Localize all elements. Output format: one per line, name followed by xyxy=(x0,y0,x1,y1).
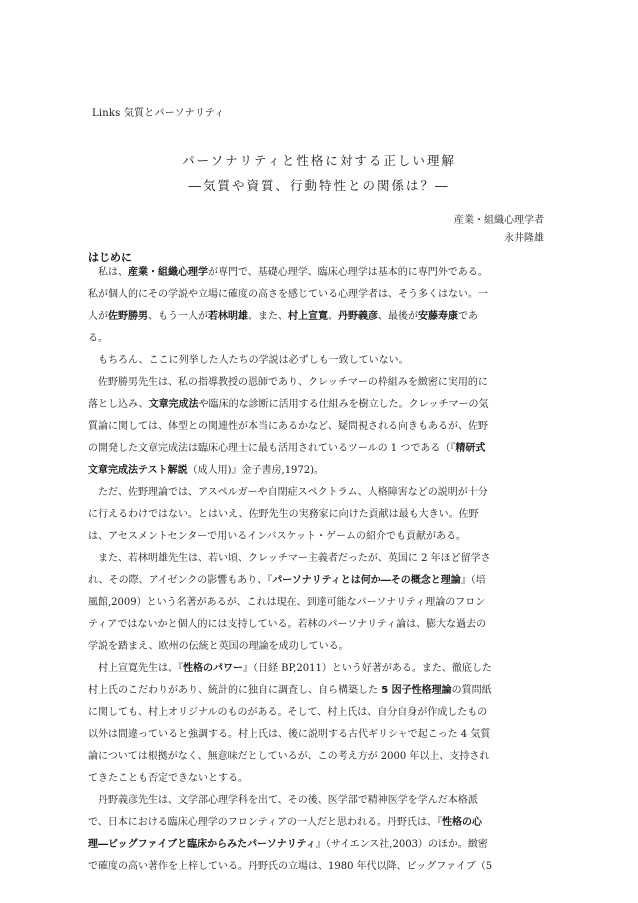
text-run: 、最後が xyxy=(378,311,418,322)
section-heading: はじめに xyxy=(88,251,132,264)
bold-term: 精研式 xyxy=(455,443,486,454)
text-run: 学説を踏まえ、欧州の伝統と英国の理論を成功している。 xyxy=(88,641,349,652)
text-run: てきたことも否定できないとする。 xyxy=(88,773,248,784)
text-run: 』（日経 BP,2011）という好著がある。また、徹底した xyxy=(243,663,492,674)
text-run: 人が xyxy=(88,311,108,322)
bold-term: パーソナリティとは何か―その概念と理論 xyxy=(272,575,461,586)
text-line xyxy=(88,438,548,460)
text-run: 、もう一人が xyxy=(148,311,208,322)
text-run: れ、その際、アイゼンクの影響もあり、『 xyxy=(88,575,273,586)
text-run: 』（サイエンス社,2003）のほか。緻密 xyxy=(315,839,488,850)
bold-term: 若林明雄 xyxy=(208,311,248,322)
text-run: 、また、 xyxy=(248,311,288,322)
text-line xyxy=(88,680,548,702)
text-run: に関しても、村上オリジナルのものがある。そして、村上氏は、自分自身が作成したもの xyxy=(88,707,488,718)
text-line xyxy=(88,504,548,526)
text-run: 論については根拠がなく、無意味だとしているが、この考え方が 2000 年以上、支持され xyxy=(88,751,490,762)
text-line xyxy=(88,636,548,658)
text-run: の開発した文章完成法は臨床心理士に最も活用されているツールの 1 つである（『 xyxy=(88,443,456,454)
text-line xyxy=(88,482,548,504)
body-text xyxy=(88,262,548,878)
article-title: パーソナリティと性格に対する正しい理解 xyxy=(182,153,456,168)
text-run: もちろん、ここに列挙した人たちの学説は必ずしも一致していない。 xyxy=(98,355,409,366)
text-line xyxy=(88,394,548,416)
text-run: 村上氏のこだわりがあり、統計的に独自に調査し、自ら構築した xyxy=(88,685,382,696)
text-run: 私が個人的にその学説や立場に確度の高さを感じている心理学者は、そう多くはない。一 xyxy=(88,289,488,300)
text-run: 』（培 xyxy=(460,575,486,586)
text-line xyxy=(88,350,548,372)
text-run: で、日本における臨床心理学のフロンティアの一人だと思われる。丹野氏は、『 xyxy=(88,817,442,828)
text-line xyxy=(88,548,548,570)
bold-term: 村上宣寛 xyxy=(288,311,328,322)
bold-term: 丹野義彦 xyxy=(338,311,378,322)
text-line xyxy=(88,570,548,592)
text-run: が専門で、基礎心理学、臨床心理学は基本的に専門外である。 xyxy=(208,267,488,278)
bold-term: 性格のパワー xyxy=(183,663,243,674)
text-line xyxy=(88,768,548,790)
text-run: であ xyxy=(458,311,478,322)
text-line xyxy=(88,460,548,482)
text-line xyxy=(88,702,548,724)
text-line xyxy=(88,790,548,812)
text-line xyxy=(88,372,548,394)
text-run: 風館,2009）という名著があるが、これは現在、到達可能なパーソナリティ理論のフロン xyxy=(88,597,486,608)
text-line xyxy=(88,592,548,614)
text-line xyxy=(88,614,548,636)
text-line xyxy=(88,262,548,284)
text-line xyxy=(88,746,548,768)
bold-term: 安藤寿康 xyxy=(418,311,458,322)
text-line xyxy=(88,306,548,328)
text-run: 私は、 xyxy=(98,267,128,278)
bold-term: 性格の心 xyxy=(442,817,482,828)
article-subtitle: ―気質や資質、行動特性との関係は？― xyxy=(188,178,450,193)
text-run: 落とし込み、 xyxy=(88,399,149,410)
bold-term: 理―ビッグファイブと臨床からみたパーソナリティ xyxy=(88,839,316,850)
text-run: 佐野勝男先生は、私の指導教授の恩師であり、クレッチマーの枠組みを緻密に実用的に xyxy=(98,377,488,388)
bold-term: 文章完成法テスト解説 xyxy=(88,465,188,476)
text-run: また、若林明雄先生は、若い頃、クレッチマー主義者だったが、英国に 2 年ほど留学さ xyxy=(98,553,491,564)
text-line xyxy=(88,658,548,680)
text-run: 質論に関しては、体型との関連性が本当にあるかなど、疑問視される向きもあるが、佐野 xyxy=(88,421,488,432)
text-run: で確度の高い著作を上梓している。丹野氏の立場は、1980 年代以降、ビッグファイブ（5 xyxy=(88,861,493,872)
text-line xyxy=(88,834,548,856)
text-run: 、 xyxy=(328,311,338,322)
bold-term: 佐野勝男 xyxy=(108,311,148,322)
text-run: の質問紙 xyxy=(451,685,492,696)
text-line xyxy=(88,526,548,548)
text-run: 以外は間違っていると強調する。村上氏は、後に説明する古代ギリシャで起こった 4 気質 xyxy=(88,729,491,740)
text-line xyxy=(88,856,548,878)
text-run: ただ、佐野理論では、アスペルガーや自閉症スペクトラム、人格障害などの説明が十分 xyxy=(98,487,488,498)
text-line xyxy=(88,724,548,746)
bold-term: 文章完成法 xyxy=(148,399,199,410)
running-header: Links 気質とパーソナリティ xyxy=(92,108,225,119)
text-line xyxy=(88,284,548,306)
text-run: （成人用)』金子書房,1972)。 xyxy=(187,465,325,476)
text-run: 村上宣寛先生は、『 xyxy=(98,663,183,674)
text-line xyxy=(88,812,548,834)
text-run: る。 xyxy=(88,333,108,344)
text-run: に行えるわけではない。とはいえ、佐野先生の実務家に向けた貢献は最も大きい。佐野 xyxy=(88,509,479,520)
text-run: は、アセスメントセンターで用いるインバスケット・ゲームの紹介でも貢献がある。 xyxy=(88,531,466,542)
author-name: 永井隆雄 xyxy=(504,233,544,244)
text-line xyxy=(88,416,548,438)
text-run: や臨床的な診断に活用する仕組みを樹立した。クレッチマーの気 xyxy=(198,399,489,410)
text-run: 丹野義彦先生は、文学部心理学科を出て、その後、医学部で精神医学を学んだ本格派 xyxy=(98,795,478,806)
text-run: ティアではないかと個人的には支持している。若林のパーソナリティ論は、膨大な過去の xyxy=(88,619,487,630)
bold-term: 5 因子性格理論 xyxy=(381,685,452,696)
author-affiliation: 産業・組織心理学者 xyxy=(454,215,544,226)
text-line xyxy=(88,328,548,350)
bold-term: 産業・組織心理学 xyxy=(128,267,208,278)
